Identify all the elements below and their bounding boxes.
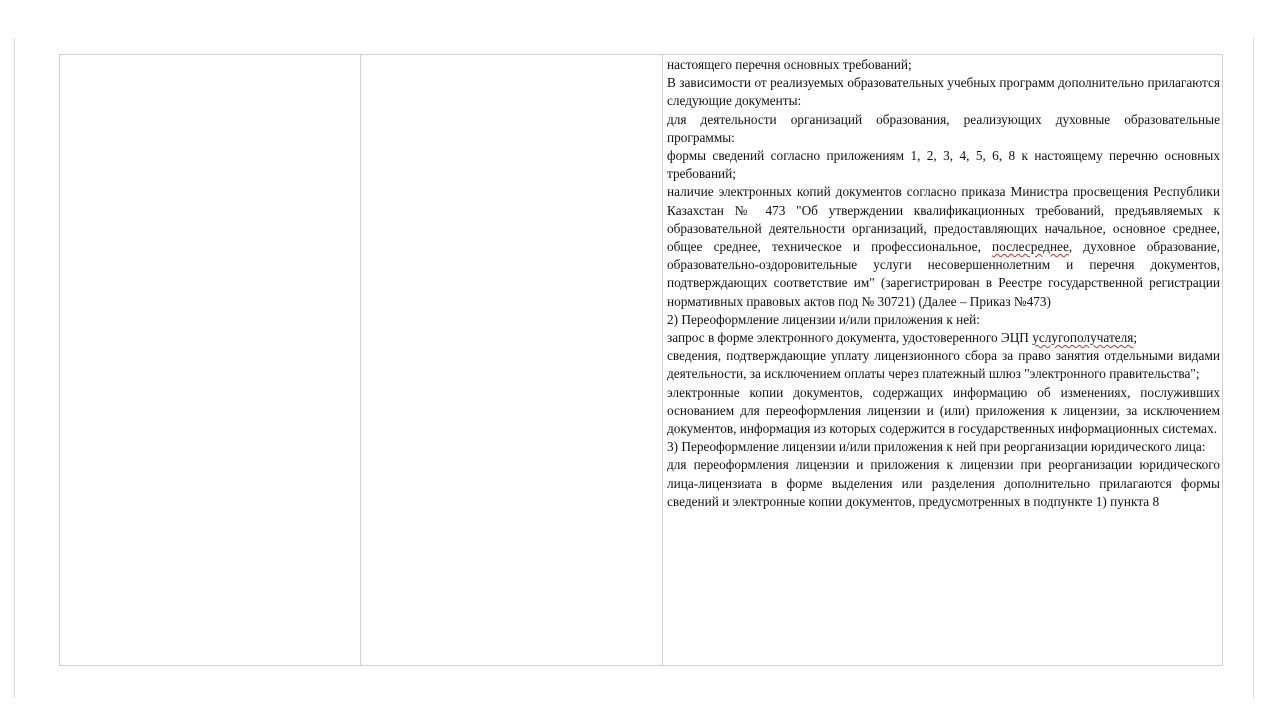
paragraph-7-part-1: запрос в форме электронного документа, удостоверенного ЭЦП <box>667 330 1033 346</box>
paragraph-10: 3) Переоформление лицензии и/или приложения к ней при реорганизации юридического лица: <box>667 439 1206 455</box>
paragraph-8: сведения, подтверждающие уплату лицензионного сбора за право занятия отдельными видами деятельности, за исключением оплаты через платежный шлюз "электронного правительства"; <box>667 348 1220 382</box>
table-cell-column-1[interactable] <box>60 55 361 665</box>
paragraph-5-part-1: наличие электронных копий документов согласно приказа Министра просвещения Республики Казахстан № 473 "Об утверждении квалификационных требований, предъявляемых к образовательной деятельности организаций, предоставляющих начальное, основное среднее, общее среднее, техническое и профессиональное, <box>667 184 1220 255</box>
paragraph-11: для переоформления лицензии и приложения к лицензии при реорганизации юридического лица-лицензиата в форме выделения или разделения дополнительно прилагаются формы сведений и электронные копии документов, предусмотренных в подпункте 1) пункта 8 <box>667 457 1220 509</box>
table-cell-column-2[interactable] <box>361 55 663 665</box>
table-cell-column-3[interactable] <box>663 55 1222 665</box>
paragraph-9: электронные копии документов, содержащих информацию об изменениях, послуживших основанием для переоформления лицензии и (или) приложения к лицензии, за исключением документов, информация из которых содержится в государственных информационных системах. <box>667 384 1220 437</box>
paragraph-5-part-2: , духовное образование, образовательно-оздоровительные услуги несовершеннолетним и перечня документов, подтверждающих соответствие им" (зарегистрирован в Реестре государственной регистрации нормативных правовых актов под № 30721) (Далее – Приказ №473) <box>667 239 1220 309</box>
paragraph-5 <box>667 183 1220 310</box>
paragraph-2: В зависимости от реализуемых образовательных учебных программ дополнительно прилагаются следующие документы: <box>667 75 1220 109</box>
spelling-error-word[interactable]: услугополучателя <box>1032 330 1134 346</box>
paragraph-7-part-2: ; <box>1133 330 1138 346</box>
spelling-error-word[interactable]: послесреднее <box>992 239 1069 255</box>
page-left-edge <box>14 38 15 698</box>
paragraph-3: для деятельности организаций образования, реализующих духовные образовательные программы: <box>667 111 1220 145</box>
document-table <box>59 54 1223 666</box>
paragraph-4: формы сведений согласно приложениям 1, 2, 3, 4, 5, 6, 8 к настоящему перечню основных требований; <box>667 148 1220 182</box>
paragraph-7 <box>667 329 1220 347</box>
page-right-edge <box>1253 38 1254 698</box>
paragraph-1: настоящего перечня основных требований; <box>667 57 912 72</box>
paragraph-6: 2) Переоформление лицензии и/или приложения к ней: <box>667 311 980 327</box>
